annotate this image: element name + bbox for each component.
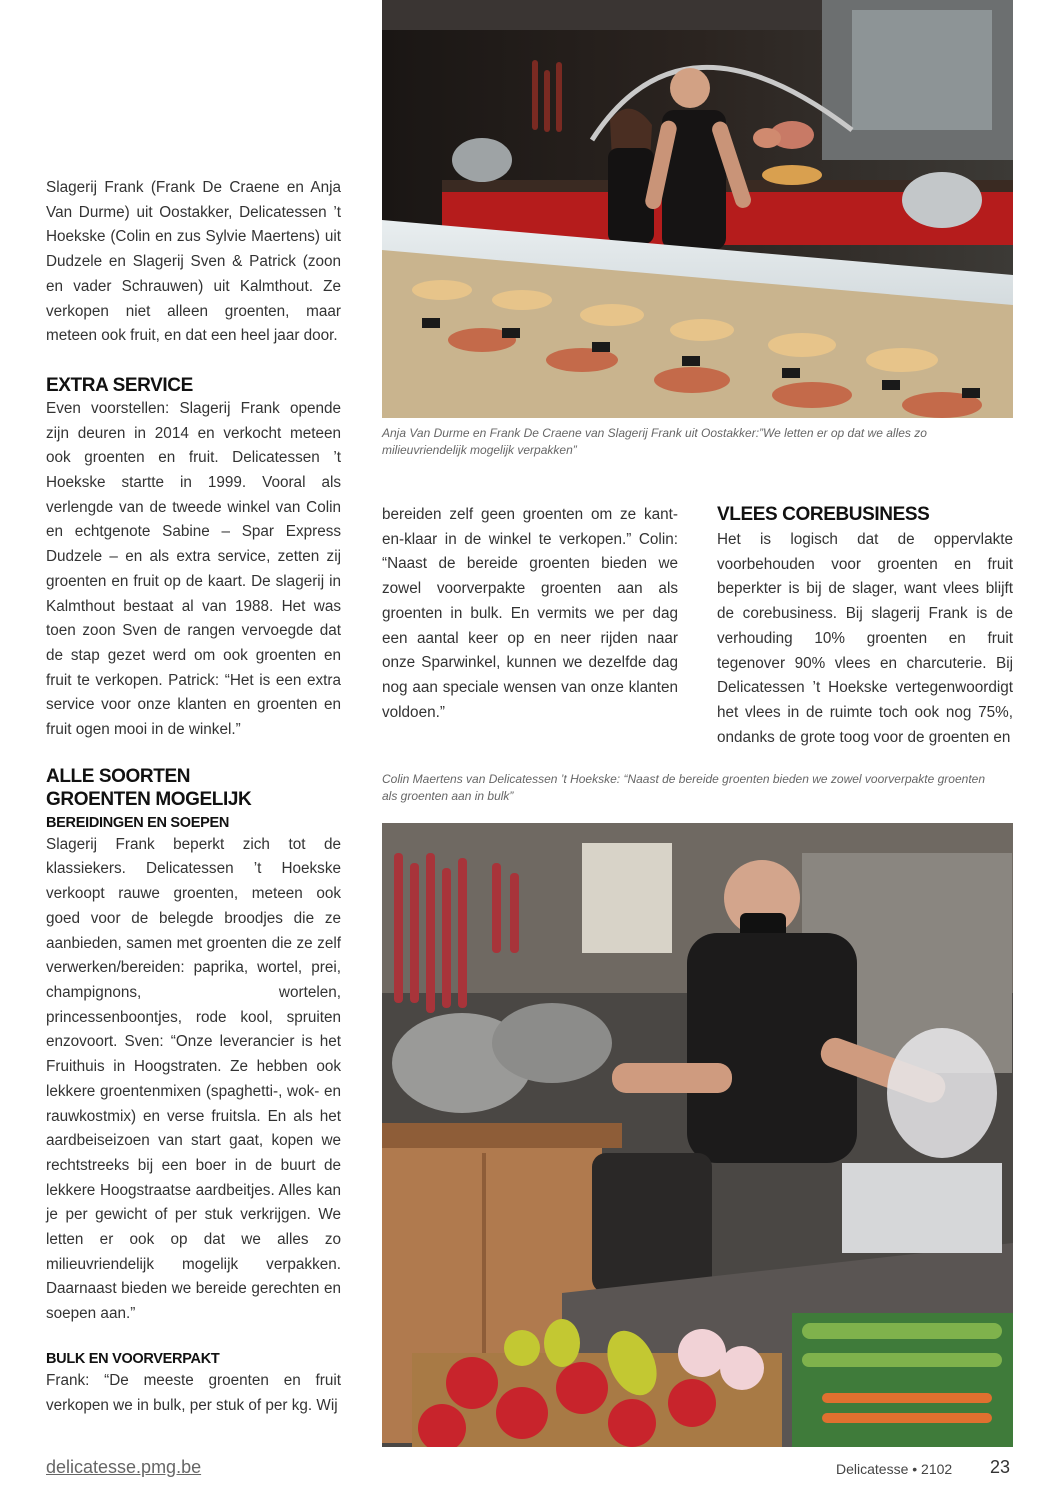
caption-bottom-photo: Colin Maertens van Delicatessen ’t Hoekske: “Naast de bereide groenten bieden we zowel voorverpakte groenten als groenten aan in bulk” <box>382 772 986 803</box>
paragraph-extra-service: Even voorstellen: Slagerij Frank opende zijn deuren in 2014 en verkocht meteen ook groenten en fruit. Delicatessen ’t Hoekske startte in 1999. Vooral als verlengde van de tweede winkel van Colin en echtgenote Sabine – Spar Express Dudzele – en als extra service, zetten zij groenten en fruit op de kaart. De slagerij in Kalmthout bestaat al van 1988. Het was toen zoon Sven de rangen vervoegde dat de stap gezet werd om ook groenten en fruit te verkopen. Patrick: “Het is een extra service voor onze klanten en groenten en fruit ogen mooi in de winkel.” <box>46 399 341 739</box>
paragraph-bereidingen: Slagerij Frank beperkt zich tot de klassiekers. Delicatessen ’t Hoekske verkoopt rauwe groenten, meteen ook goed voor de belegde broodjes die ze aanbieden, samen met groenten die ze zelf verwerken/bereiden: paprika, wortel, prei, champignons, wortelen, princessenboontjes, rode kool, spruiten enzovoort. Sven: “Onze leverancier is het Fruithuis in Hoogstraten. Ze hebben ook lekkere groentenmixen (spaghetti-, wok- en rauwkostmix) en verse fruitsla. En als het aardbeiseizoen van start gaat, kopen we rechtstreeks bij een boer in de buurt de lekkere Hoogstraatse aardbeitjes. Alles kan je per gewicht of per stuk verkrijgen. We letten er ook op dat we alles zo milieuvriendelijk mogelijk verpakken. Daarnaast bieden we bereide gerechten en soepen aan.” <box>46 835 341 1323</box>
heading-alle-soorten: ALLE SOORTEN GROENTEN MOGELIJK <box>46 765 252 810</box>
subheading-bulk: BULK EN VOORVERPAKT <box>46 1350 220 1367</box>
footer-page-number: 23 <box>990 1457 1011 1477</box>
paragraph-middle: bereiden zelf geen groenten om ze kant-en-klaar in de winkel te verkopen.” Colin: “Naast de bereide groenten bieden we zowel voorverpakte groenten aan als groenten in bulk. En vermits we per dag een aantal keer op en neer rijden naar onze Sparwinkel, kunnen we dezelfde dag nog aan speciale wensen van onze klanten voldoen.” <box>382 506 678 721</box>
heading-extra-service: EXTRA SERVICE <box>46 374 193 396</box>
heading-vlees: VLEES COREBUSINESS <box>717 504 930 525</box>
caption-top-photo: Anja Van Durme en Frank De Craene van Slagerij Frank uit Oostakker:”We letten er op dat we alles zo milieuvriendelijk mogelijk verpakken” <box>382 426 927 457</box>
footer-website-link[interactable]: delicatesse.pmg.be <box>46 1457 202 1477</box>
left-column <box>46 176 341 1418</box>
photo-delicatessen-hoekske <box>382 823 1013 1447</box>
subheading-bereidingen: BEREIDINGEN EN SOEPEN <box>46 814 230 831</box>
paragraph-right: Het is logisch dat de oppervlakte voorbehouden voor groenten en fruit beperkter is bij de slager, want vlees blijft de corebusiness. Bij slagerij Frank is de verhouding 10% groenten en fruit tegenover 90% vlees en charcuterie. Bij Delicatessen ’t Hoekske vertegenwoordigt het vlees in de ruimte toch ook nog 75%, ondanks de grote toog voor de groenten en <box>717 531 1013 746</box>
paragraph-bulk: Frank: “De meeste groenten en fruit verkopen we in bulk, per stuk of per kg. Wij <box>46 1371 341 1414</box>
photo-slagerij-frank <box>382 0 1013 418</box>
intro-paragraph: Slagerij Frank (Frank De Craene en Anja Van Durme) uit Oostakker, Delicatessen ’t Hoekske (Colin en zus Sylvie Maertens) uit Dudzele en Slagerij Sven & Patrick (zoon en vader Schrauwen) uit Kalmthout. Ze verkopen niet alleen groenten, maar meteen ook fruit, en dat een heel jaar door. <box>46 179 341 345</box>
footer-magazine-issue: Delicatesse • 2102 <box>836 1461 953 1477</box>
middle-column <box>382 503 678 725</box>
right-column <box>717 503 1013 750</box>
